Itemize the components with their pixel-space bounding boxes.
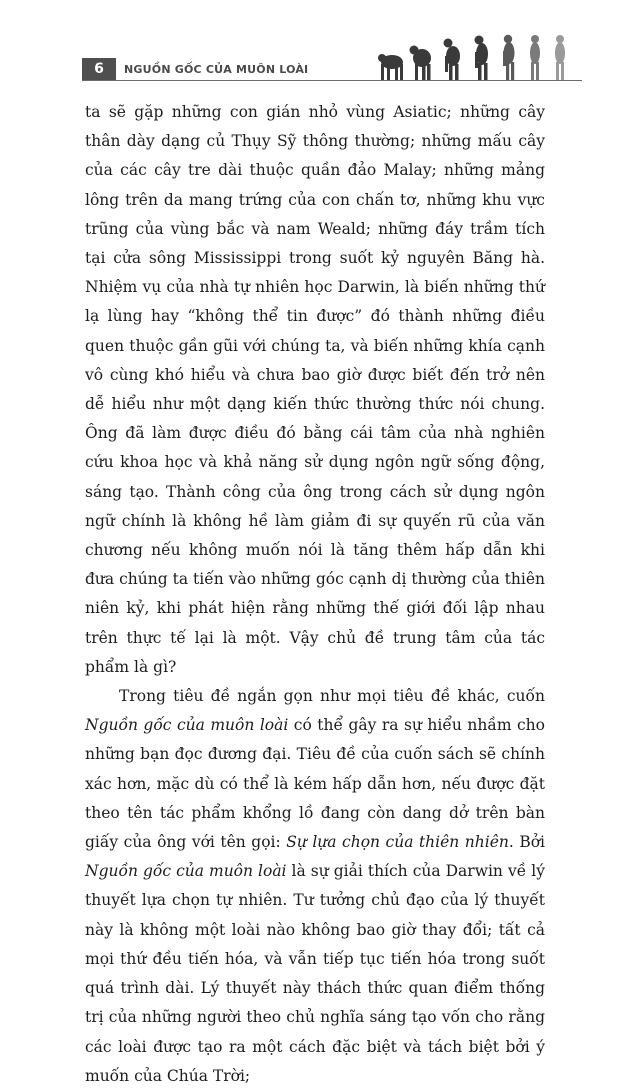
- march-of-progress-illustration: [378, 34, 582, 81]
- ape-figure-2: [410, 46, 432, 81]
- book-title-italic-2: Nguồn gốc của muôn loài: [85, 862, 287, 881]
- paragraph-2-text-1: Trong tiêu đề ngắn gọn như mọi tiêu đề khác, cuốn: [119, 687, 545, 706]
- work-title-italic: Sự lựa chọn của thiên nhiên: [286, 833, 509, 852]
- paragraph-2-text-4: là sự giải thích của Darwin về lý thuyết lựa chọn tự nhiên. Tư tưởng chủ đạo của lý thuyết này là không một loài nào không bao giờ thay đổi; tất cả mọi thứ đều tiến hóa, và vẫn tiếp tục tiến hóa trong suốt quá trình dài. Lý thuyết này thách thức quan điểm thống trị của những người theo chủ nghĩa sáng tạo vốn cho rằng các loài được tạo ra một cách đặc biệt và tách biệt bởi ý muốn của Chúa Trời;: [85, 862, 545, 1085]
- paragraph-2-text-3: . Bởi: [508, 833, 545, 852]
- human-figure-7: [555, 35, 565, 80]
- hominid-figure-4: [475, 36, 489, 81]
- body-paragraph-1: ta sẽ gặp những con gián nhỏ vùng Asiatic; những cây thân dày dạng củ Thụy Sỹ thông thường; những mấu cây của các cây tre dài thuộc quần đảo Malay; những mảng lông trên da mang trứng của con chấn tơ, những khu vực trũng của vùng bắc và nam Weald; những đáy trầm tích tại cửa sông Mississippi trong suốt kỷ nguyên Băng hà. Nhiệm vụ của nhà tự nhiên học Darwin, là biến những thứ lạ lùng hay “không thể tin được” đó thành những điều quen thuộc gần gũi với chúng ta, và biến những khía cạnh vô cùng khó hiểu và chưa bao giờ được biết đến trở nên dễ hiểu như một dạng kiến thức thường thức nói chung. Ông đã làm được điều đó bằng cái tâm của nhà nghiên cứu khoa học và khả năng sử dụng ngôn ngữ sống động, sáng tạo. Thành công của ông trong cách sử dụng ngôn ngữ chính là không hề làm giảm đi sự quyến rũ của văn chương nếu không muốn nói là tăng thêm hấp dẫn khi đưa chúng ta tiến vào những góc cạnh dị thường của thiên niên kỷ, khi phát hiện rằng những thế giới đối lập nhau trên thực tế lại là một. Vậy chủ đề trung tâm của tác phẩm là gì?: [85, 103, 545, 676]
- page-number: 6: [82, 58, 116, 80]
- hominid-figure-3: [444, 39, 461, 81]
- human-figure-6: [530, 35, 540, 80]
- book-title-italic-1: Nguồn gốc của muôn loài: [85, 716, 289, 735]
- ape-figure-1: [378, 54, 403, 80]
- paragraph-2-text-2: có thể gây ra sự hiểu nhầm cho những bạn đọc đương đại. Tiêu đề của cuốn sách sẽ chính xác hơn, mặc dù có thể là kém hấp dẫn hơn, nếu được đặt theo tên tác phẩm khổng lồ đang còn dang dở trên bàn giấy của ông với tên gọi:: [85, 716, 545, 852]
- running-title: NGUỒN GỐC CỦA MUÔN LOÀI: [124, 63, 309, 76]
- human-figure-5: [503, 35, 515, 80]
- page-body: [85, 98, 545, 1091]
- body-paragraph-2: [85, 682, 545, 1091]
